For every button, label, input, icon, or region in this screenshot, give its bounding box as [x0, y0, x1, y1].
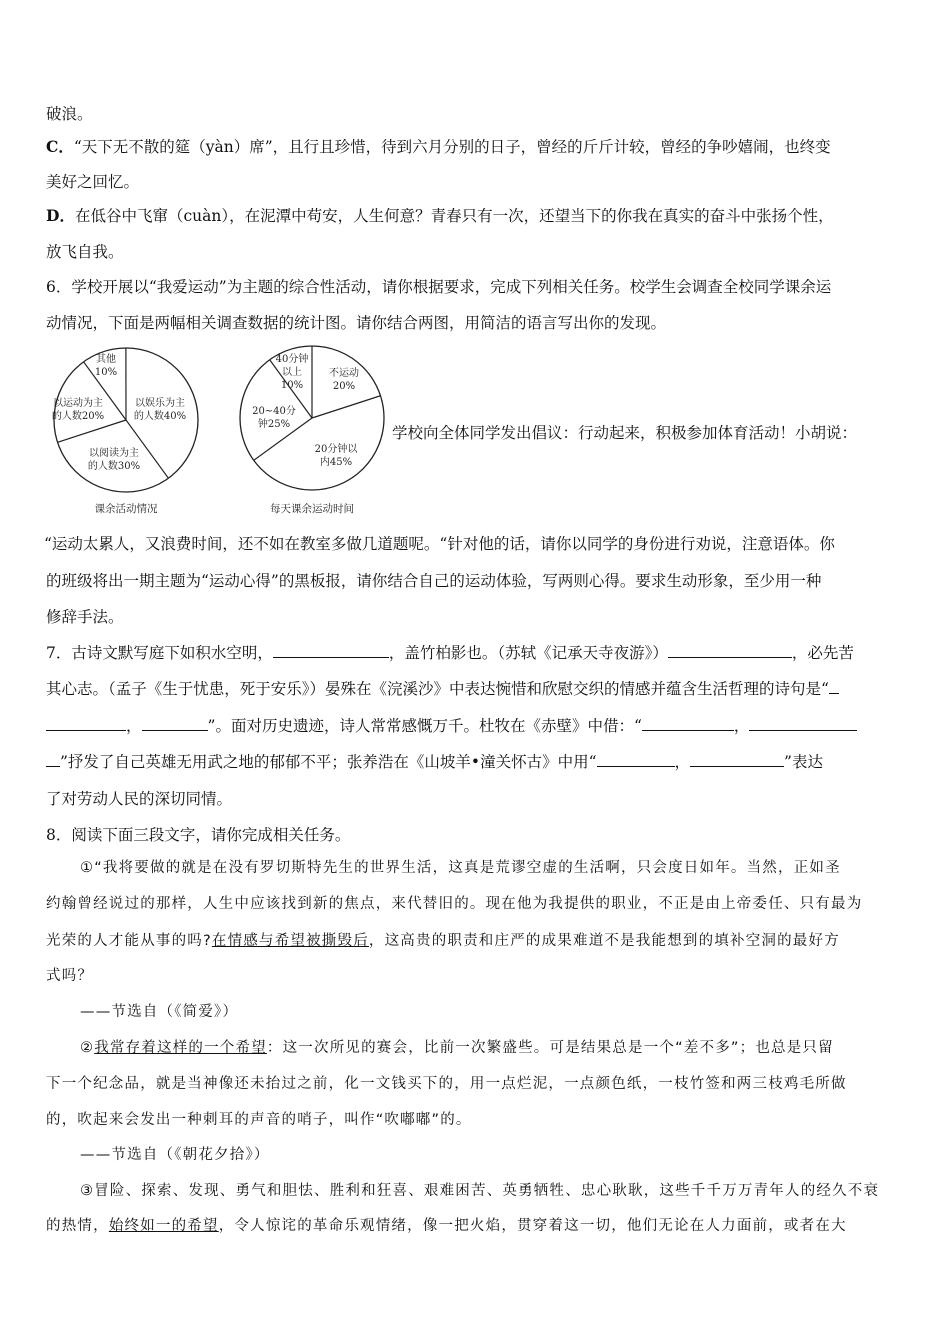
fill-blank[interactable] — [46, 716, 126, 731]
source-note: ——节选自（《简爱》） — [80, 1004, 239, 1020]
pie-slice-label: 以上 — [282, 367, 302, 378]
passage-2: 的，吹起来会发出一种刺耳的声音的哨子，叫作“吹嘟嘟”的。 — [46, 1112, 472, 1128]
pie-title: 课余活动情况 — [94, 503, 158, 515]
fill-blank[interactable] — [142, 716, 208, 731]
passage-2: ②我常存着这样的一个希望：这一次所见的赛会，比前一次繁盛些。可是结果总是一个“差不多”；也总是只留 — [80, 1040, 834, 1056]
text-line: 破浪。 — [46, 105, 93, 123]
passage-1: 光荣的人才能从事的吗?在情感与希望被撕毁后，这高贵的职责和庄严的成果难道不是我能想到的填补空洞的最好方 — [46, 933, 840, 949]
text-line: 了对劳动人民的深切同情。 — [46, 790, 233, 808]
fill-blank[interactable] — [273, 643, 389, 658]
pie-slice-label: 内45% — [319, 457, 353, 468]
pie-slice-label: 其他 — [96, 354, 116, 365]
passage-3: ③冒险、探索、发现、勇气和胆怯、胜利和狂喜、艰难困苦、英勇牺牲、忠心耿耿，这些千千万万青年人的经久不衰 — [80, 1183, 880, 1199]
fill-blank[interactable] — [668, 643, 792, 658]
text-line: 的班级将出一期主题为“运动心得”的黑板报，请你结合自己的运动体验，写两则心得。要求生动形象，至少用一种 — [46, 572, 822, 590]
pie-slice-label: 20分钟以 — [314, 444, 358, 455]
pie-chart-activities — [44, 344, 214, 520]
pie-slice-label: 40分钟 — [275, 354, 309, 365]
option-d: D．在低谷中飞窜（cuàn），在泥潭中苟安，人生何意？青春只有一次，还望当下的你我在真实的奋斗中张扬个性， — [46, 206, 834, 225]
pie-title: 每天课余运动时间 — [270, 503, 354, 515]
pie-slice-label: 20~40分 — [252, 406, 296, 417]
underlined-phrase: 在情感与希望被撕毁后 — [211, 933, 369, 949]
text-line: 动情况，下面是两幅相关调查数据的统计图。请你结合两图，用简洁的语言写出你的发现。 — [46, 314, 667, 332]
text-line: “运动太累人，又浪费时间，还不如在教室多做几道题呢。“针对他的话，请你以同学的身份进行劝说，注意语体。你 — [44, 535, 835, 553]
passage-1: 式吗？ — [46, 968, 94, 984]
fill-blank[interactable] — [642, 716, 734, 731]
text-line: ， ”。面对历史遗迹，诗人常常感慨万千。杜牧在《赤壁》中借：“ ， — [46, 716, 857, 736]
pie-slice-label: 10% — [94, 367, 118, 378]
passage-2: 下一个纪念品，就是当神像还未抬过之前，化一文钱买下的，用一点烂泥，一点颜色纸，一枝竹签和两三枝鸡毛所做 — [46, 1076, 847, 1092]
text-line: 放飞自我。 — [46, 243, 124, 261]
fill-blank[interactable] — [749, 716, 857, 731]
text-line: ”抒发了自己英雄无用武之地的郁郁不平；张养浩在《山坡羊•潼关怀古》中用“ ， ”表达 — [46, 752, 823, 772]
pie-slice-label: 10% — [280, 380, 304, 391]
question-6: 6．学校开展以“我爱运动”为主题的综合性活动，请你根据要求，完成下列相关任务。校学生会调查全校同学课余运 — [46, 278, 832, 296]
text-line: 修辞手法。 — [46, 608, 124, 626]
source-note: ——节选自（《朝花夕拾》） — [80, 1147, 270, 1163]
text-line: 学校向全体同学发出倡议：行动起来，积极参加体育活动！小胡说： — [392, 424, 858, 442]
underlined-phrase: 我常存着这样的一个希望 — [94, 1040, 267, 1056]
pie-slice-label: 以运动为主 — [53, 398, 103, 409]
pie-slice-label: 20% — [332, 381, 356, 392]
passage-3: 的热情，始终如一的希望，令人惊诧的革命乐观情绪，像一把火焰，贯穿着这一切，他们无论在人力面前，或者在大 — [46, 1218, 847, 1234]
pie-slice-label: 的人数20% — [51, 411, 105, 422]
fill-blank[interactable] — [690, 752, 784, 767]
underlined-phrase: 始终如一的希望 — [108, 1218, 219, 1234]
fill-blank[interactable] — [46, 752, 60, 767]
passage-1: 约翰曾经说过的那样，人生中应该找到新的焦点，来代替旧的。现在他为我提供的职业，不正是由上帝委任、只有最为 — [46, 896, 863, 912]
text-line: 其心志。（孟子《生于忧患，死于安乐》）晏殊在《浣溪沙》中表达惋惜和欣慰交织的情感并蕴含生活哲理的诗句是“ — [46, 679, 839, 699]
pie-chart-exercise-time — [232, 344, 392, 520]
text-line: 美好之回忆。 — [46, 173, 140, 191]
option-c: C．“天下无不散的筵（yàn）席”，且行且珍惜，待到六月分别的日子，曾经的斤斤计较，曾经的争吵嬉闹，也终变 — [46, 137, 831, 156]
pie-slice-label: 的人数30% — [87, 461, 141, 472]
pie-slice-label: 不运动 — [329, 368, 359, 379]
pie-slice-label: 以娱乐为主 — [135, 398, 185, 409]
question-7: 7．古诗文默写庭下如积水空明， ，盖竹柏影也。（苏轼《记承天寺夜游》） ，必先苦 — [46, 644, 854, 662]
fill-blank[interactable] — [597, 752, 675, 767]
pie-slice-label: 的人数40% — [133, 411, 187, 422]
question-8: 8．阅读下面三段文字，请你完成相关任务。 — [46, 826, 351, 844]
pie-slice-label: 以阅读为主 — [89, 448, 139, 459]
pie-slice-label: 钟25% — [257, 419, 291, 430]
fill-blank[interactable] — [829, 679, 839, 694]
passage-1: ①“我将要做的就是在没有罗切斯特先生的世界生活，这真是荒谬空虚的生活啊，只会度日如年。当然，正如圣 — [80, 860, 841, 876]
